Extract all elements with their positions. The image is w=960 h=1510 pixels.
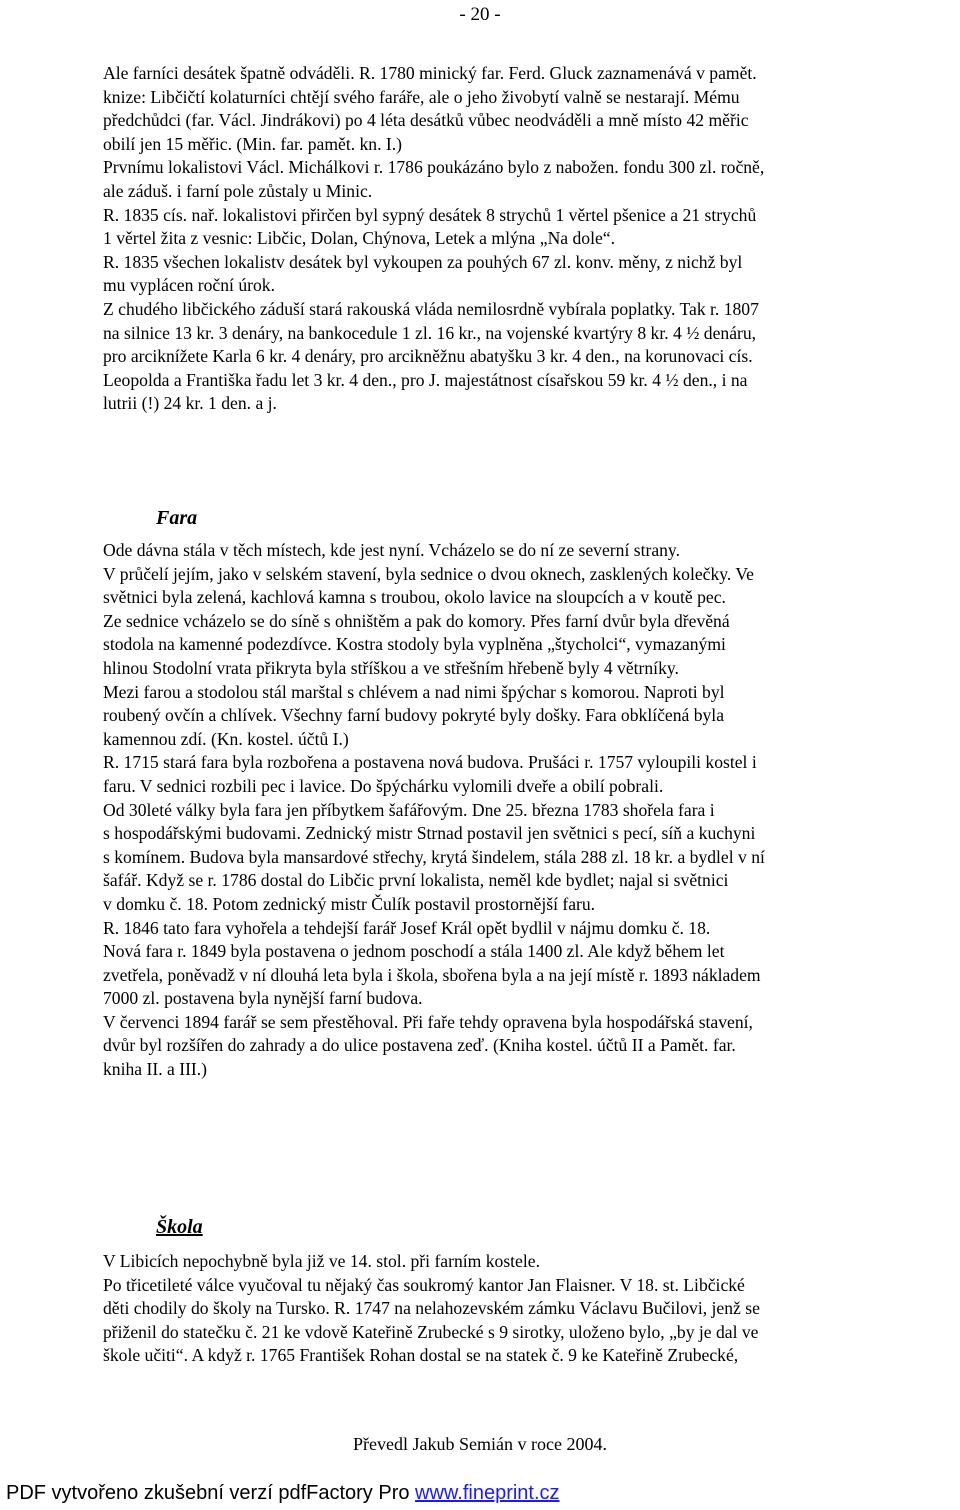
fineprint-link[interactable]: www.fineprint.cz xyxy=(415,1482,560,1504)
text-line: zvetřela, poněvadž v ní dlouhá leta byla i škola, sbořena byla a na její místě r. 1893 nákladem xyxy=(103,964,761,985)
text-line: obilí jen 15 měřic. (Min. far. pamět. kn. I.) xyxy=(103,133,403,154)
section-heading-skola: Škola xyxy=(156,1216,203,1238)
text-line: R. 1835 všechen lokalistv desátek byl vykoupen za pouhých 67 zl. konv. měny, z nichž byl xyxy=(103,251,743,272)
text-line: Po třicetileté válce vyučoval tu nějaký čas soukromý kantor Jan Flaisner. V 18. st. Libčické xyxy=(103,1274,745,1295)
pdf-factory-footer xyxy=(6,1482,560,1505)
text-line: R. 1835 cís. nař. lokalistovi přirčen byl sypný desátek 8 strychů 1 věrtel pšenice a 21 strychů xyxy=(103,204,757,225)
text-line: Leopolda a Františka řadu let 3 kr. 4 den., pro J. majestátnost císařskou 59 kr. 4 ½ den., i na xyxy=(103,369,748,390)
text-line: Prvnímu lokalistovi Václ. Michálkovi r. 1786 poukázáno bylo z nabožen. fondu 300 zl. ročně, xyxy=(103,157,765,178)
text-line: V Libicích nepochybně byla již ve 14. stol. při farním kostele. xyxy=(103,1251,540,1271)
text-line: pro arciknížete Karla 6 kr. 4 denáry, pro arcikněžnu abatyšku 3 kr. 4 den., na korunovaci cís. xyxy=(103,346,753,367)
text-line: Nová fara r. 1849 byla postavena o jednom poschodí a stála 1400 zl. Ale když během let xyxy=(103,941,725,962)
text-line: škole učiti“. A když r. 1765 František Rohan dostal se na statek č. 9 ke Kateřině Zrubecké, xyxy=(103,1345,739,1366)
text-line: na silnice 13 kr. 3 denáry, na bankocedule 1 zl. 16 kr., na vojenské kvartýry 8 kr. 4 ½ denáru, xyxy=(103,322,757,343)
text-line: mu vyplácen roční úrok. xyxy=(103,275,275,296)
text-line: 7000 zl. postavena byla nynější farní budova. xyxy=(103,988,423,1009)
text-line: v domku č. 18. Potom zednický mistr Čulík postavil prostornější faru. xyxy=(103,893,596,914)
text-line: V červenci 1894 farář se sem přestěhoval. Při faře tehdy opravena byla hospodářská stavení, xyxy=(103,1011,753,1032)
skola-section xyxy=(103,1250,903,1368)
intro-paragraphs xyxy=(103,62,903,416)
text-line: kniha II. a III.) xyxy=(103,1059,208,1080)
text-line: hlinou Stodolní vrata přikryta byla stříškou a ve střešním hřebeně byly 4 větrníky. xyxy=(103,657,679,678)
text-line: ale záduš. i farní pole zůstaly u Minic. xyxy=(103,180,373,201)
fara-section xyxy=(103,539,903,1082)
text-line: roubený ovčín a chlívek. Všechny farní budovy pokryté byly došky. Fara obklíčená byla xyxy=(103,705,725,726)
text-line: s komínem. Budova byla mansardové střechy, krytá šindelem, stála 288 zl. 18 kr. a bydlel v ní xyxy=(103,846,765,867)
text-line: světnici byla zelená, kachlová kamna s troubou, okolo lavice na sloupcích a v koutě pec. xyxy=(103,587,726,608)
text-line: stodola na kamenné podezdívce. Kostra stodoly byla vyplněna „štycholci“, vymazanými xyxy=(103,634,726,655)
text-line: Od 30leté války byla fara jen příbytkem šafářovým. Dne 25. března 1783 shořela fara i xyxy=(103,799,715,820)
footer-credit: Převedl Jakub Semián v roce 2004. xyxy=(353,1434,607,1454)
text-line: Mezi farou a stodolou stál marštal s chlévem a nad nimi špýchar s komorou. Naproti byl xyxy=(103,681,725,702)
text-line: děti chodily do školy na Tursko. R. 1747 na nelahozevském zámku Václavu Bučilovi, jenž se xyxy=(103,1298,760,1319)
text-line: 1 věrtel žita z vesnic: Libčic, Dolan, Chýnova, Letek a mlýna „Na dole“. xyxy=(103,228,615,249)
text-line: dvůr byl rozšířen do zahrady a do ulice postavena zeď. (Kniha kostel. účtů II a Pamět. far. xyxy=(103,1035,736,1056)
text-line: s hospodářskými budovami. Zednický mistr Strnad postavil jen světnici s pecí, síň a kuchyni xyxy=(103,823,756,844)
text-line: R. 1846 tato fara vyhořela a tehdejší farář Josef Král opět bydlil v nájmu domku č. 18. xyxy=(103,917,711,938)
text-line: V průčelí jejím, jako v selském stavení, byla sednice o dvou oknech, zasklených kolečky. Ve xyxy=(103,563,754,584)
text-line: lutrii (!) 24 kr. 1 den. a j. xyxy=(103,393,277,414)
text-line: Ale farníci desátek špatně odváděli. R. 1780 minický far. Ferd. Gluck zaznamenává v pamět. xyxy=(103,63,757,83)
section-heading-fara: Fara xyxy=(156,507,198,529)
pdf-footer-text: PDF vytvořeno zkušební verzí pdfFactory Pro xyxy=(6,1482,416,1504)
text-line: faru. V sednici rozbili pec i lavice. Do špýchárku vylomili dveře a obilí pobrali. xyxy=(103,775,664,796)
text-line: šafář. Když se r. 1786 dostal do Libčic první lokalista, neměl kde bydlet; najal si světnici xyxy=(103,870,729,891)
text-line: přiženil do statečku č. 21 ke vdově Kateřině Zrubecké s 9 sirotky, uloženo bylo, „by je dal ve xyxy=(103,1321,759,1342)
text-line: knize: Libčičtí kolaturníci chtějí svého faráře, ale o jeho živobytí valně se nestarají. Mému xyxy=(103,86,740,107)
text-line: předchůdci (far. Václ. Jindrákovi) po 4 léta desátků vůbec neodváděli a mně místo 42 měřic xyxy=(103,110,749,131)
page-number: - 20 - xyxy=(459,4,501,25)
text-line: R. 1715 stará fara byla rozbořena a postavena nová budova. Prušáci r. 1757 vyloupili kostel i xyxy=(103,752,757,773)
text-line: Ze sednice vcházelo se do síně s ohništěm a pak do komory. Přes farní dvůr byla dřevěná xyxy=(103,610,730,631)
text-line: kamennou zdí. (Kn. kostel. účtů I.) xyxy=(103,728,349,749)
text-line: Ode dávna stála v těch místech, kde jest nyní. Vcházelo se do ní ze severní strany. xyxy=(103,540,680,560)
text-line: Z chudého libčického záduší stará rakouská vláda nemilosrdně vybírala poplatky. Tak r. 1807 xyxy=(103,298,759,319)
